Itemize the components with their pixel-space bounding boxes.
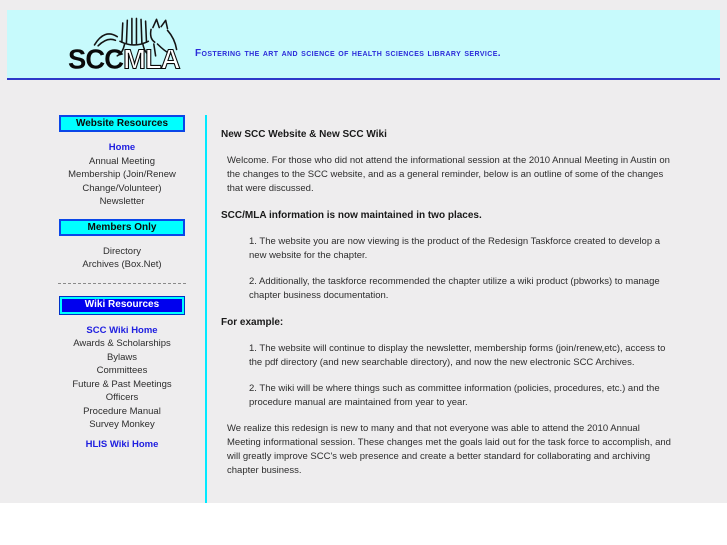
logo-text-mla: MLA xyxy=(123,43,180,75)
banner-tagline: Fostering the art and science of health sciences library service. xyxy=(195,48,501,59)
main-content xyxy=(207,115,677,503)
sidebar-item-officers[interactable]: Officers xyxy=(105,392,139,403)
sidebar-header-wiki-resources: Wiki Resources xyxy=(59,296,185,315)
section-heading-for-example: For example: xyxy=(221,317,284,328)
spacer xyxy=(47,209,197,219)
sidebar-item-hlis-wiki-home[interactable]: HLIS Wiki Home xyxy=(85,438,159,450)
sidebar-header-members-only: Members Only xyxy=(59,219,185,236)
logo-text-scc: SCC xyxy=(68,43,124,75)
section-heading-two-places: SCC/MLA information is now maintained in two places. xyxy=(221,210,482,221)
sidebar-item-survey-monkey[interactable]: Survey Monkey xyxy=(89,419,155,430)
list-item-website-example: 1. The website will continue to display the newsletter, membership forms (join/renew,etc), access to the pdf directory (and new searchable directory), and now the new electronic SCC Archives. xyxy=(249,343,666,368)
closing-paragraph: We realize this redesign is new to many and that not everyone was able to attend the 2010 Annual Meeting informational session. These changes met the goals laid out for the task force to accomplish, and will greatly improve SCC's web presence and create a better standard for collaborating and archiving chapter business. xyxy=(227,423,671,476)
list-item-wiki-example: 2. The wiki will be where things such as committee information (policies, procedures, etc.) and the procedure manual are maintained from year to year. xyxy=(249,383,660,408)
sidebar-item-membership[interactable]: Membership (Join/Renew Change/Volunteer) xyxy=(68,169,176,194)
list-item-website: 1. The website you are now viewing is the product of the Redesign Taskforce created to develop a new website for the chapter. xyxy=(249,236,661,261)
intro-paragraph: Welcome. For those who did not attend the informational session at the 2010 Annual Meeting in Austin on the changes to the SCC website, and as a general reminder, below is an outline of some of the changes that were discussed. xyxy=(227,155,670,194)
sidebar-item-future-past-meetings[interactable]: Future & Past Meetings xyxy=(72,378,172,390)
page-title: New SCC Website & New SCC Wiki xyxy=(221,129,387,140)
sccmla-logo-svg xyxy=(68,13,183,75)
sccmla-logo xyxy=(68,13,183,75)
sidebar-item-awards-scholarships[interactable]: Awards & Scholarships xyxy=(73,338,171,349)
sidebar-header-website-resources: Website Resources xyxy=(59,115,185,132)
svg-text:SCCMLA xyxy=(68,44,181,75)
sidebar-item-procedure-manual[interactable]: Procedure Manual xyxy=(83,405,161,417)
sidebar-item-committees[interactable]: Committees xyxy=(96,365,148,376)
site-banner xyxy=(7,10,720,80)
list-item-wiki: 2. Additionally, the taskforce recommended the chapter utilize a wiki product (pbworks) to manage chapter business documentation. xyxy=(249,276,660,301)
sidebar-item-directory[interactable]: Directory xyxy=(102,245,141,257)
sidebar-item-annual-meeting[interactable]: Annual Meeting xyxy=(88,155,156,167)
sidebar-item-bylaws[interactable]: Bylaws xyxy=(106,351,138,363)
sidebar-item-home[interactable]: Home xyxy=(108,142,136,153)
sidebar-item-newsletter[interactable]: Newsletter xyxy=(99,196,145,207)
sidebar xyxy=(0,115,205,503)
sidebar-item-archives[interactable]: Archives (Box.Net) xyxy=(82,259,162,270)
sidebar-item-scc-wiki-home[interactable]: SCC Wiki Home xyxy=(86,324,158,336)
dashed-separator xyxy=(58,283,186,284)
